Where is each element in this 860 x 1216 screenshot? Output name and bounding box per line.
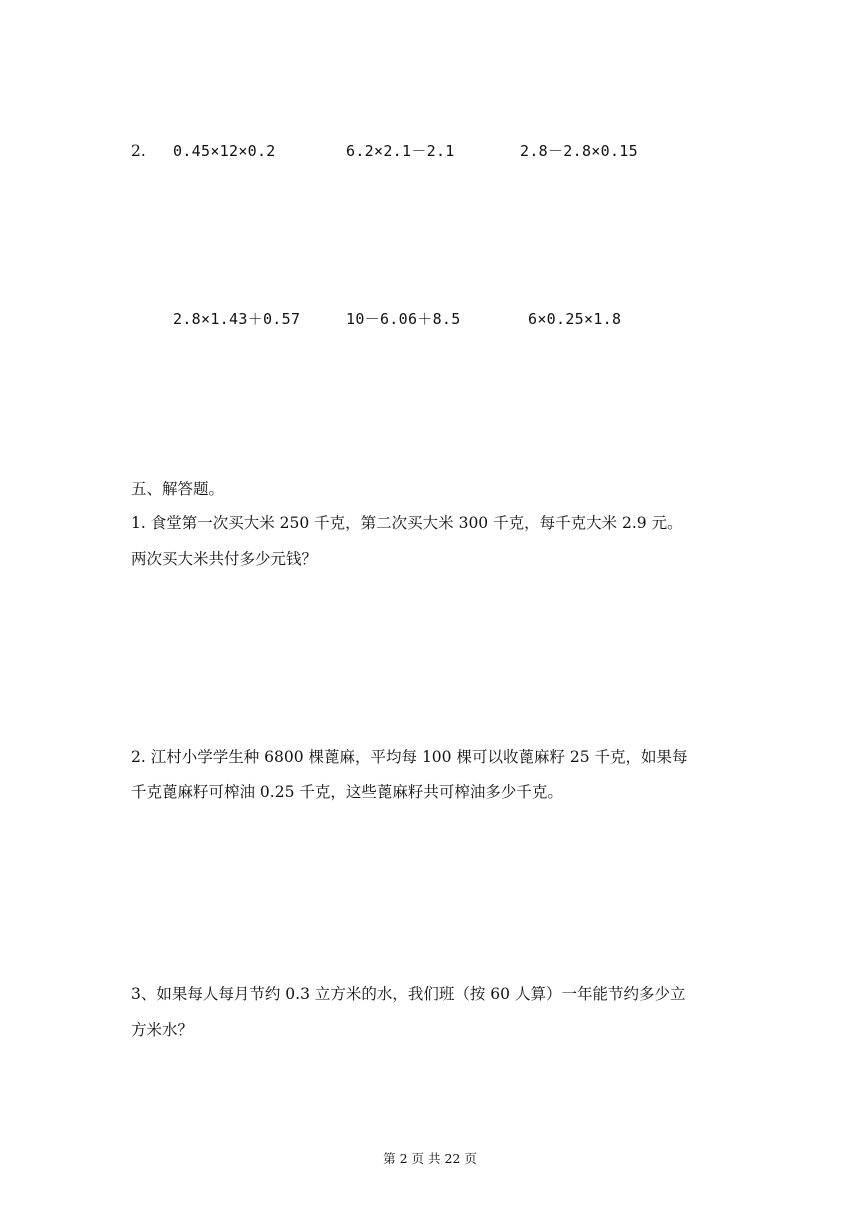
page-number: 第 2 页 共 22 页: [383, 1151, 477, 1166]
expression-5: 10－6.06＋8.5: [346, 310, 461, 328]
question-3-line-2: 方米水？: [131, 1021, 194, 1039]
question-2-line-1: 2. 江村小学学生种 6800 棵蓖麻，平均每 100 棵可以收蓖麻籽 25 千克，如果每: [131, 748, 688, 766]
question-2-line-2: 千克蓖麻籽可榨油 0.25 千克，这些蓖麻籽共可榨油多少千克。: [131, 783, 563, 801]
expression-2: 6.2×2.1－2.1: [346, 142, 455, 160]
question-1-line-1: 1. 食堂第一次买大米 250 千克，第二次买大米 300 千克，每千克大米 2.9 元。: [131, 514, 683, 532]
question-3-line-1: 3、如果每人每月节约 0.3 立方米的水，我们班（按 60 人算）一年能节约多少立: [131, 985, 686, 1003]
section-heading: 五、解答题。: [131, 480, 225, 498]
question-1-line-2: 两次买大米共付多少元钱？: [131, 550, 318, 568]
expression-4: 2.8×1.43＋0.57: [173, 310, 301, 328]
expression-1: 0.45×12×0.2: [173, 142, 276, 160]
expression-3: 2.8－2.8×0.15: [520, 142, 638, 160]
expression-6: 6×0.25×1.8: [528, 310, 622, 328]
exercise-number: 2.: [131, 142, 146, 160]
